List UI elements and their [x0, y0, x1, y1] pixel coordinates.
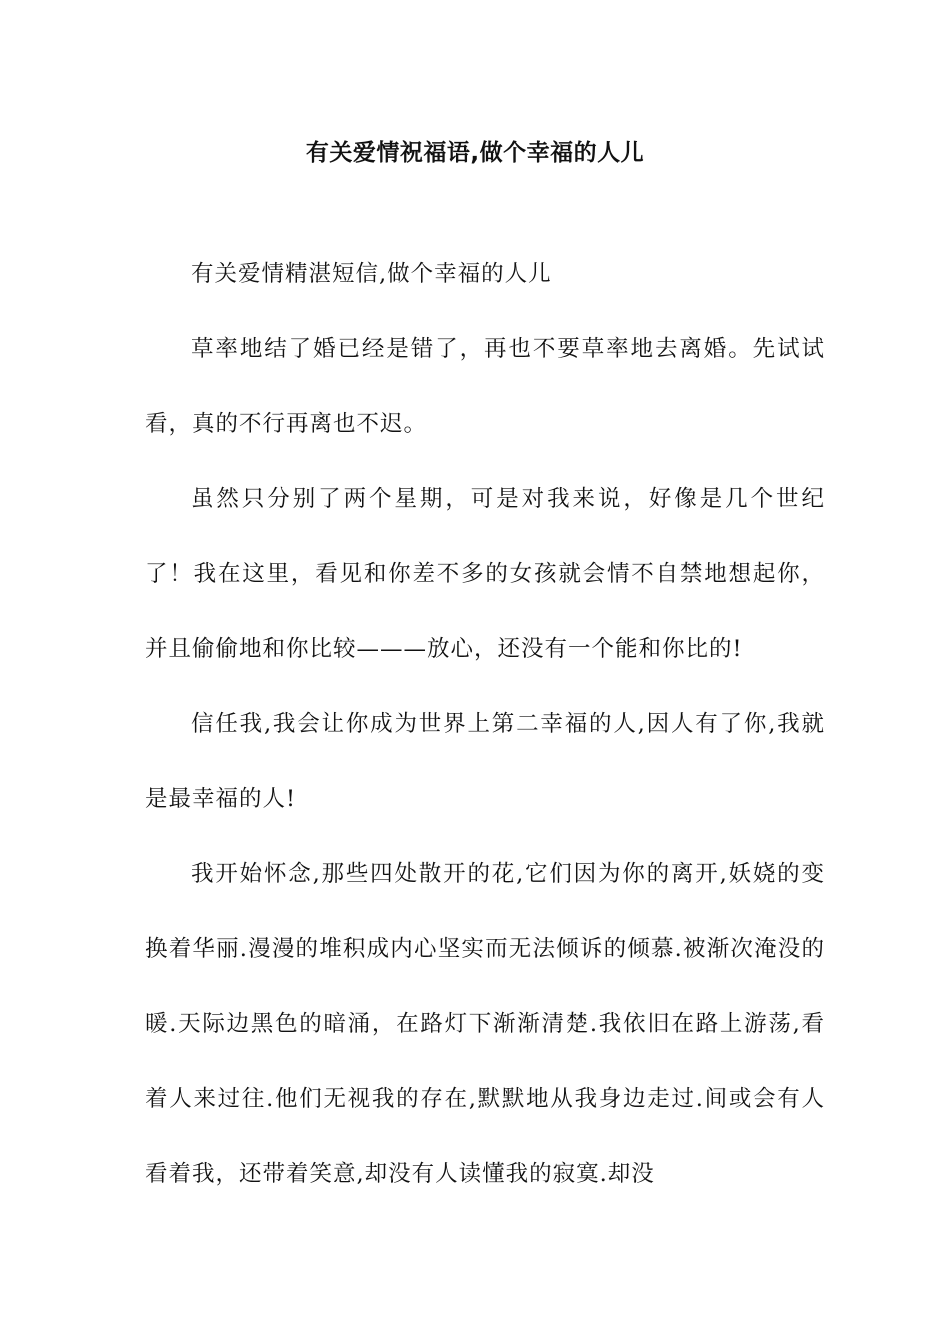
paragraph: 虽然只分别了两个星期，可是对我来说，好像是几个世纪了！我在这里，看见和你差不多的女孩就会情不自禁地想起你，并且偷偷地和你比较———放心，还没有一个能和你比的!	[145, 486, 825, 662]
paragraph: 我开始怀念,那些四处散开的花,它们因为你的离开,妖娆的变换着华丽.漫漫的堆积成内心坚实而无法倾诉的倾慕.被渐次淹没的暖.天际边黑色的暗涌，在路灯下渐渐清楚.我依旧在路上游荡,看着人来过往.他们无视我的存在,默默地从我身边走过.间或会有人看着我，还带着笑意,却没有人读懂我的寂寞.却没	[145, 861, 825, 1187]
paragraph: 有关爱情精湛短信,做个幸福的人儿	[191, 261, 552, 287]
document-body	[145, 237, 825, 1212]
paragraph: 草率地结了婚已经是错了，再也不要草率地去离婚。先试试看，真的不行再离也不迟。	[145, 336, 825, 437]
paragraph: 信任我,我会让你成为世界上第二幸福的人,因人有了你,我就是最幸福的人!	[145, 711, 825, 812]
document-title: 有关爱情祝福语,做个幸福的人儿	[305, 140, 645, 166]
